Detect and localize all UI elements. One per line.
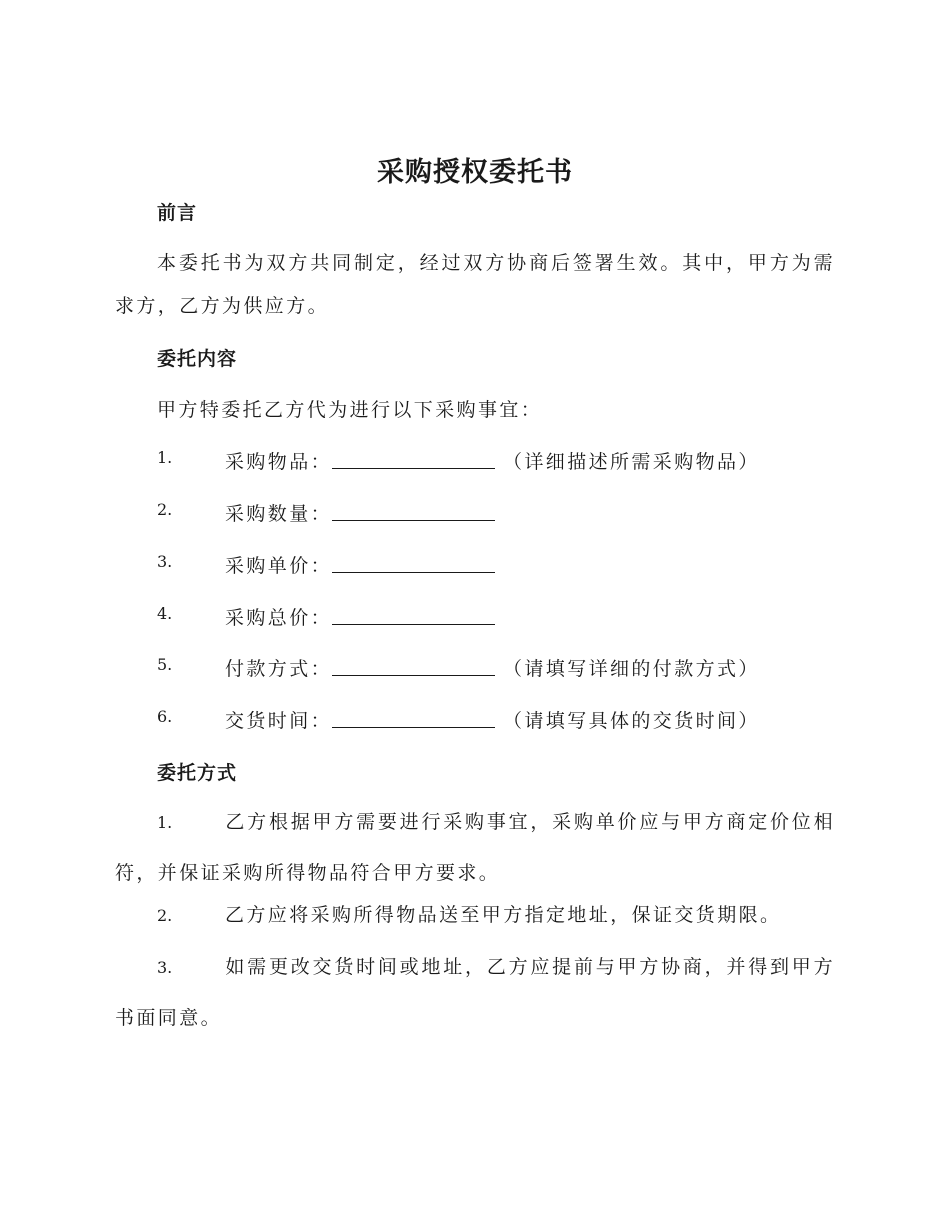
preface-paragraph: 本委托书为双方共同制定，经过双方协商后签署生效。其中，甲方为需求方，乙方为供应方。: [115, 252, 835, 317]
fill-in-blank[interactable]: [332, 499, 495, 521]
section-heading-method: 委托方式: [157, 762, 238, 784]
item-label: 交货时间：: [225, 710, 333, 732]
paragraph-text: 乙方根据甲方需要进行采购事宜，采购单价应与甲方商定价位相符，并保证采购所得物品符合甲方要求。: [115, 811, 835, 884]
paragraph-number: 2.: [157, 906, 173, 925]
fill-in-blank[interactable]: [332, 603, 495, 625]
fill-in-blank[interactable]: [332, 654, 495, 676]
item-label: 采购单价：: [225, 555, 333, 577]
content-intro: 甲方特委托乙方代为进行以下采购事宜：: [157, 399, 543, 421]
section-heading-preface: 前言: [157, 202, 198, 224]
item-number: 6.: [157, 707, 173, 726]
paragraph-text: 乙方应将采购所得物品送至甲方指定地址，保证交货期限。: [225, 904, 782, 926]
fill-in-blank[interactable]: [332, 706, 495, 728]
item-note: （请填写具体的交货时间）: [503, 710, 760, 732]
method-paragraph: [115, 942, 835, 1043]
paragraph-text: 如需更改交货时间或地址，乙方应提前与甲方协商，并得到甲方书面同意。: [115, 956, 835, 1029]
item-note: （请填写详细的付款方式）: [503, 658, 760, 680]
item-label: 采购总价：: [225, 607, 333, 629]
item-label: 采购数量：: [225, 503, 333, 525]
paragraph-number: 1.: [157, 813, 173, 832]
item-label: 采购物品：: [225, 451, 333, 473]
item-label: 付款方式：: [225, 658, 333, 680]
item-number: 3.: [157, 552, 173, 571]
item-number: 2.: [157, 500, 173, 519]
method-paragraph: [115, 890, 835, 941]
fill-in-blank[interactable]: [332, 447, 495, 469]
item-number: 4.: [157, 604, 173, 623]
item-note: （详细描述所需采购物品）: [503, 451, 760, 473]
method-paragraph: [115, 797, 835, 898]
section-heading-content: 委托内容: [157, 348, 238, 370]
fill-in-blank[interactable]: [332, 551, 495, 573]
item-number: 1.: [157, 448, 173, 467]
document-title: 采购授权委托书: [377, 157, 573, 188]
item-number: 5.: [157, 655, 173, 674]
paragraph-number: 3.: [157, 958, 173, 977]
